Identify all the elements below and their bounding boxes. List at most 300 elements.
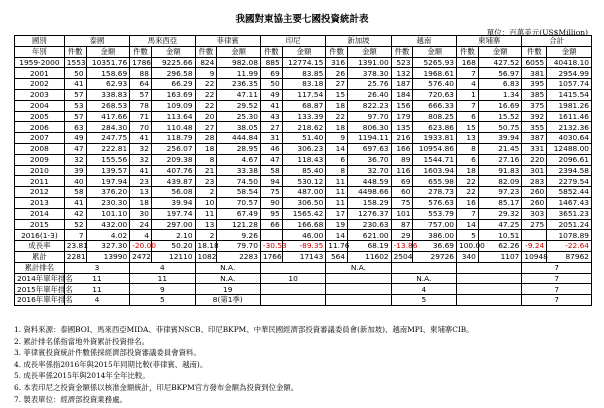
table-cell: 375	[522, 100, 547, 111]
table-cell: 6.83	[478, 79, 522, 90]
table-row	[15, 230, 592, 241]
rank-cell: 5	[391, 295, 456, 306]
row-year: 2007	[15, 133, 65, 144]
table-cell: 4	[130, 230, 152, 241]
rank-cell	[260, 262, 325, 273]
table-cell: 30	[130, 208, 152, 219]
table-cell: 4.67	[217, 154, 261, 165]
rank-cell: 7	[522, 284, 592, 295]
table-row	[15, 111, 592, 122]
total-cell: 12110	[151, 251, 195, 262]
table-cell: 58	[64, 187, 86, 198]
table-cell: 4	[457, 79, 479, 90]
rank-label: 2014年單年排名	[15, 273, 65, 284]
header-amount: 金額	[86, 46, 130, 57]
total-cell: 2283	[217, 251, 261, 262]
table-cell: 13	[457, 133, 479, 144]
table-cell: 427.52	[478, 57, 522, 68]
row-year: 2008	[15, 143, 65, 154]
header-country-name: 越南	[391, 36, 456, 47]
row-year: 2016(1-3)	[15, 230, 65, 241]
table-cell: 52	[64, 219, 86, 230]
row-year: 1959-2000	[15, 57, 65, 68]
table-cell: 27.16	[478, 154, 522, 165]
growth-cell: 100.00	[457, 241, 479, 252]
table-cell: 576.40	[413, 79, 457, 90]
table-cell	[260, 230, 282, 241]
growth-label: 成長率	[15, 241, 65, 252]
table-cell: 29.52	[217, 100, 261, 111]
total-cell: 10948	[522, 251, 547, 262]
table-cell: 378.30	[348, 68, 392, 79]
table-cell: 432.00	[86, 219, 130, 230]
rank-cell: 7	[522, 262, 592, 273]
table-cell: 32	[130, 154, 152, 165]
table-row	[15, 122, 592, 133]
rank-cell	[326, 284, 391, 295]
table-cell: 439.87	[151, 176, 195, 187]
table-row	[15, 187, 592, 198]
rank-cell	[457, 262, 522, 273]
table-row	[15, 68, 592, 79]
table-cell: 2394.58	[547, 165, 592, 176]
header-country-name: 泰國	[64, 36, 129, 47]
row-year: 2013	[15, 197, 65, 208]
table-cell: 6	[457, 111, 479, 122]
growth-cell: -13.86	[391, 241, 413, 252]
header-country-name: 馬來西亞	[130, 36, 195, 47]
table-cell: 24	[130, 219, 152, 230]
table-cell: 109.09	[151, 100, 195, 111]
total-row	[15, 251, 592, 262]
table-cell: 75	[391, 197, 413, 208]
table-cell: 101	[391, 208, 413, 219]
table-cell: 166	[391, 143, 413, 154]
table-cell: 168	[457, 57, 479, 68]
table-cell: 22	[195, 79, 217, 90]
growth-cell: -9.24	[522, 241, 547, 252]
rank-cell: 10	[260, 273, 325, 284]
rank-label: 累計排名	[15, 262, 65, 273]
table-cell: 69	[260, 68, 282, 79]
table-cell: 42	[64, 208, 86, 219]
header-cases: 件數	[391, 46, 413, 57]
table-cell: 2	[195, 187, 217, 198]
table-cell: 20	[195, 111, 217, 122]
header-cases: 件數	[522, 46, 547, 57]
table-cell: 2096.61	[547, 154, 592, 165]
table-cell	[522, 230, 547, 241]
table-cell: 56.97	[478, 68, 522, 79]
growth-cell: 36.69	[413, 241, 457, 252]
table-cell: 27	[195, 122, 217, 133]
total-cell: 1766	[260, 251, 282, 262]
rank-cell: 9	[130, 284, 195, 295]
table-cell: 260	[522, 197, 547, 208]
table-cell: 25.76	[348, 79, 392, 90]
table-cell: 88	[130, 68, 152, 79]
table-cell: 808.25	[413, 111, 457, 122]
growth-cell: 79.70	[217, 241, 261, 252]
table-cell: 22	[195, 100, 217, 111]
table-cell: 757.00	[413, 219, 457, 230]
table-cell: 338.83	[86, 89, 130, 100]
table-cell: 806.30	[348, 122, 392, 133]
table-cell: 220	[522, 154, 547, 165]
header-year: 年別	[15, 46, 65, 57]
table-row	[15, 79, 592, 90]
table-cell: 1981.26	[547, 100, 592, 111]
note-line: 1. 資料來源：泰國BOI、馬來西亞MIDA、菲律賓NSCB、印尼BKPM、中華民國經濟部投資審議委員會(新加坡)、越南MPI、柬埔寨CIB。	[14, 325, 474, 334]
rank-cell: 7	[522, 273, 592, 284]
table-cell: 1415.54	[547, 89, 592, 100]
table-cell: 132	[391, 68, 413, 79]
table-cell: 121.28	[217, 219, 261, 230]
table-cell: 9.26	[217, 230, 261, 241]
table-cell: 222.81	[86, 143, 130, 154]
table-cell: 14	[326, 143, 348, 154]
table-cell: 22	[326, 111, 348, 122]
header-amount: 金額	[217, 46, 261, 57]
header-amount: 金額	[151, 46, 195, 57]
table-cell: 49	[64, 133, 86, 144]
table-cell: 68.87	[282, 100, 326, 111]
table-cell: 135	[391, 122, 413, 133]
table-cell: 158.29	[348, 197, 392, 208]
table-cell: 75	[260, 187, 282, 198]
table-cell: 66	[260, 219, 282, 230]
table-cell: 623.86	[413, 122, 457, 133]
table-cell: 29.32	[478, 208, 522, 219]
table-cell: 39.94	[478, 133, 522, 144]
table-cell: 83.18	[282, 79, 326, 90]
table-cell: 23	[130, 176, 152, 187]
table-cell: 306.23	[282, 143, 326, 154]
table-row	[15, 89, 592, 100]
total-cell: 11602	[348, 251, 392, 262]
table-cell: 417.66	[86, 111, 130, 122]
table-cell: 17	[326, 208, 348, 219]
table-cell: 184	[391, 89, 413, 100]
header-amount: 金額	[282, 46, 326, 57]
row-year: 2004	[15, 100, 65, 111]
table-cell: 11	[326, 197, 348, 208]
table-cell: 133.39	[282, 111, 326, 122]
table-cell: 41	[130, 165, 152, 176]
table-cell: 95	[260, 208, 282, 219]
table-cell: 5852.44	[547, 187, 592, 198]
table-cell: 15	[326, 89, 348, 100]
rank-cell: N.A.	[195, 262, 260, 273]
table-cell: 139.57	[86, 165, 130, 176]
table-cell: 46.00	[282, 230, 326, 241]
table-cell: 530.12	[282, 176, 326, 187]
growth-cell: -30.53	[260, 241, 282, 252]
table-cell: 1611.46	[547, 111, 592, 122]
table-cell: 18	[130, 197, 152, 208]
rank-cell: 8(第1季)	[195, 295, 260, 306]
table-cell: 621.00	[348, 230, 392, 241]
table-cell: 197.74	[151, 208, 195, 219]
table-cell: 57	[64, 111, 86, 122]
table-cell: 156	[391, 100, 413, 111]
rank-cell: 5	[130, 295, 195, 306]
table-cell: 209.38	[151, 154, 195, 165]
table-cell: 163.69	[151, 89, 195, 100]
table-cell: 16	[457, 197, 479, 208]
table-cell: 14	[326, 230, 348, 241]
table-cell: 1553	[64, 57, 86, 68]
table-cell: 47.11	[217, 89, 261, 100]
table-cell: 7	[457, 208, 479, 219]
total-cell: 2281	[64, 251, 86, 262]
row-year: 2003	[15, 89, 65, 100]
table-cell: 13	[130, 187, 152, 198]
table-row	[15, 100, 592, 111]
table-cell: 260	[522, 187, 547, 198]
total-cell: 13990	[86, 251, 130, 262]
table-cell: 19	[326, 219, 348, 230]
growth-cell: -22.64	[547, 241, 592, 252]
table-cell: 2	[195, 230, 217, 241]
rank-cell: 11	[64, 284, 129, 295]
row-year: 2015	[15, 219, 65, 230]
table-cell: 74.50	[217, 176, 261, 187]
rank-cell: 11	[130, 273, 195, 284]
total-cell: 2472	[130, 251, 152, 262]
table-cell: 66.29	[151, 79, 195, 90]
note-line: 5. 成長率係2015年與2014年全年比較。	[14, 371, 150, 381]
table-cell: 101.10	[86, 208, 130, 219]
table-cell: 50.75	[478, 122, 522, 133]
rank-cell: 11	[64, 273, 129, 284]
table-cell: 89	[391, 154, 413, 165]
table-cell: 444.84	[217, 133, 261, 144]
table-cell: 10	[195, 197, 217, 208]
table-cell: 40	[64, 176, 86, 187]
rank-cell: 7	[522, 295, 592, 306]
table-cell: 4.02	[86, 230, 130, 241]
table-cell: 230.30	[86, 197, 130, 208]
table-cell: 2132.36	[547, 122, 592, 133]
table-cell: 306.50	[282, 197, 326, 208]
table-cell: 387	[522, 133, 547, 144]
table-cell: 70	[130, 122, 152, 133]
table-cell: 58	[260, 165, 282, 176]
table-cell: 11	[326, 176, 348, 187]
header-amount: 金額	[478, 46, 522, 57]
table-cell: 69	[391, 176, 413, 187]
table-cell: 822.23	[348, 100, 392, 111]
table-cell: 94	[260, 176, 282, 187]
table-row	[15, 165, 592, 176]
table-cell: 22	[457, 187, 479, 198]
table-cell: 236.35	[217, 79, 261, 90]
table-cell: 29	[391, 230, 413, 241]
row-year: 2009	[15, 154, 65, 165]
table-cell: 218.62	[282, 122, 326, 133]
rank-cell	[326, 273, 391, 284]
table-cell: 12774.15	[282, 57, 326, 68]
table-cell: 355	[522, 122, 547, 133]
table-cell: 57	[64, 89, 86, 100]
table-cell: 15	[457, 122, 479, 133]
header-country-name: 新加坡	[326, 36, 391, 47]
table-cell: 87	[391, 219, 413, 230]
table-cell: 187	[391, 79, 413, 90]
rank-cell: N.A.	[391, 273, 456, 284]
table-cell: 2051.24	[547, 219, 592, 230]
table-row	[15, 154, 592, 165]
table-cell: 487.00	[282, 187, 326, 198]
table-cell: 11.99	[217, 68, 261, 79]
table-cell: 6055	[522, 57, 547, 68]
header-cases: 件數	[64, 46, 86, 57]
table-cell: 36.70	[348, 154, 392, 165]
table-cell: 448.59	[348, 176, 392, 187]
table-cell: 38.05	[217, 122, 261, 133]
table-cell: 8	[195, 154, 217, 165]
table-cell: 118.79	[151, 133, 195, 144]
table-cell: 2.10	[151, 230, 195, 241]
rank-cell	[391, 262, 456, 273]
table-cell: 116	[391, 165, 413, 176]
table-cell: 118.43	[282, 154, 326, 165]
table-cell: 2279.54	[547, 176, 592, 187]
table-cell: 39	[64, 165, 86, 176]
table-cell: 41	[64, 79, 86, 90]
table-cell: 15.52	[478, 111, 522, 122]
table-cell: 26.40	[348, 89, 392, 100]
table-cell: 1078.89	[547, 230, 592, 241]
table-cell: 1968.61	[413, 68, 457, 79]
table-cell: 22	[457, 176, 479, 187]
rank-cell	[457, 273, 522, 284]
table-cell: 10.51	[478, 230, 522, 241]
table-cell: 60	[391, 187, 413, 198]
table-cell: 67.49	[217, 208, 261, 219]
table-cell: 1544.71	[413, 154, 457, 165]
table-cell: 982.08	[217, 57, 261, 68]
investment-table	[14, 35, 592, 306]
table-cell: 85.17	[478, 197, 522, 208]
table-cell: 11	[326, 187, 348, 198]
growth-cell: -20.00	[130, 241, 152, 252]
table-cell: 90	[260, 197, 282, 208]
table-cell: 301	[522, 165, 547, 176]
table-cell: 83.85	[282, 68, 326, 79]
row-year: 2012	[15, 187, 65, 198]
table-cell: 50	[64, 68, 86, 79]
header-cases: 件數	[457, 46, 479, 57]
table-row	[15, 133, 592, 144]
table-cell: 1565.42	[282, 208, 326, 219]
table-cell: 47	[260, 154, 282, 165]
table-cell: 331	[522, 143, 547, 154]
rank-row	[15, 262, 592, 273]
table-cell: 1276.37	[348, 208, 392, 219]
growth-cell: 11.76	[326, 241, 348, 252]
table-cell: 5265.93	[413, 57, 457, 68]
header-country-name: 合計	[522, 36, 592, 47]
rank-label: 2015年單年排名	[15, 284, 65, 295]
table-cell: 296.58	[151, 68, 195, 79]
table-cell: 283	[522, 176, 547, 187]
table-cell: 18	[326, 122, 348, 133]
table-cell: 385	[522, 89, 547, 100]
table-cell: 216	[391, 133, 413, 144]
table-cell: 824	[195, 57, 217, 68]
table-cell: 885	[260, 57, 282, 68]
table-cell: 7	[457, 100, 479, 111]
table-cell: 256.07	[151, 143, 195, 154]
table-cell: 31	[260, 133, 282, 144]
growth-cell: 327.30	[86, 241, 130, 252]
table-cell: 10351.76	[86, 57, 130, 68]
header-cases: 件數	[130, 46, 152, 57]
table-cell: 82.09	[478, 176, 522, 187]
page-title: 我國對東協主要七國投資統計表	[235, 14, 369, 25]
table-cell: 53	[64, 100, 86, 111]
growth-cell: 18.18	[195, 241, 217, 252]
table-cell: 155.56	[86, 154, 130, 165]
table-cell: 33.38	[217, 165, 261, 176]
table-cell: 1603.94	[413, 165, 457, 176]
table-cell: 56.08	[151, 187, 195, 198]
table-cell: 11	[195, 208, 217, 219]
table-cell: 655.98	[413, 176, 457, 187]
table-cell: 22	[195, 89, 217, 100]
table-cell: 381	[522, 68, 547, 79]
table-cell: 71	[130, 111, 152, 122]
table-cell: 47.25	[478, 219, 522, 230]
rank-cell: 4	[130, 262, 195, 273]
growth-cell: 50.20	[151, 241, 195, 252]
total-cell: 1082	[195, 251, 217, 262]
total-cell: 564	[326, 251, 348, 262]
row-year: 2010	[15, 165, 65, 176]
growth-row	[15, 241, 592, 252]
table-row	[15, 143, 592, 154]
table-row	[15, 208, 592, 219]
table-cell: 268.53	[86, 100, 130, 111]
rank-cell: 4	[391, 284, 456, 295]
table-cell: 26	[326, 68, 348, 79]
rank-cell	[326, 295, 391, 306]
total-cell: 87962	[547, 251, 592, 262]
header-amount: 金額	[547, 46, 592, 57]
rank-cell	[260, 295, 325, 306]
table-cell: 40418.10	[547, 57, 592, 68]
table-cell: 275	[522, 219, 547, 230]
table-cell: 392	[522, 111, 547, 122]
table-cell: 9	[326, 133, 348, 144]
header-amount: 金額	[348, 46, 392, 57]
table-cell: 7	[457, 68, 479, 79]
note-line: 7. 製表單位：經濟部投資業務處。	[14, 394, 127, 404]
table-cell: 23	[195, 176, 217, 187]
table-cell: 553.79	[413, 208, 457, 219]
table-cell: 21	[195, 165, 217, 176]
rank-label: 2016年單年排名	[15, 295, 65, 306]
table-cell: 720.63	[413, 89, 457, 100]
table-cell: 18	[457, 165, 479, 176]
table-cell: 41	[64, 197, 86, 208]
table-cell: 576.63	[413, 197, 457, 208]
table-cell: 41	[260, 100, 282, 111]
table-cell: 1391.00	[348, 57, 392, 68]
table-cell: 297.00	[151, 219, 195, 230]
